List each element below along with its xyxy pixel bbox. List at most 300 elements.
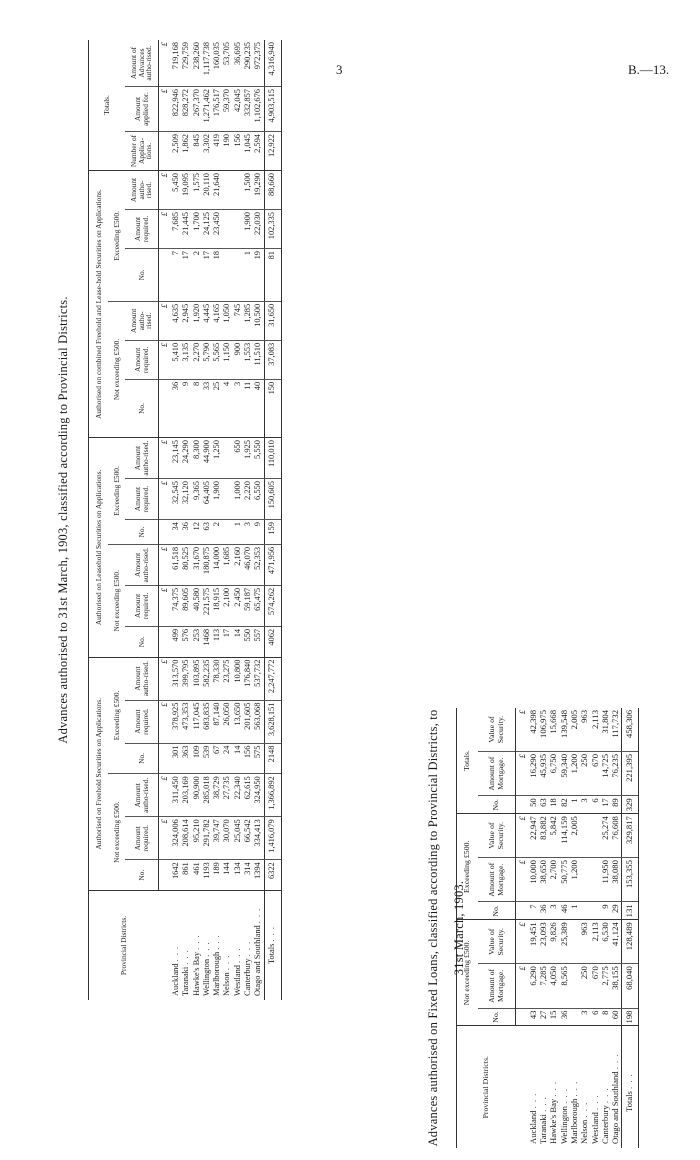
table-cell: 15,668 (549, 708, 559, 751)
table-row (559, 708, 569, 1148)
table-cell: 2,005 (569, 814, 579, 858)
table2-title: Advances authorised on Fixed Loans, classified according to Provincial Districts, to 31st March, 1903. (426, 709, 466, 1147)
totals-cell (264, 891, 281, 1001)
table-cell: 563,068 (253, 700, 264, 743)
unit-symbol: £ (159, 340, 172, 379)
table-row (569, 708, 579, 1148)
table-cell: 95,210 (192, 817, 202, 860)
table-cell: 25 (212, 379, 222, 437)
table-cell: 2,160 (233, 544, 243, 585)
h-number-applications: Number of Applica-tions. (125, 132, 159, 171)
table-cell: 63 (202, 520, 212, 545)
h-no: No. (478, 796, 516, 814)
district-label: Taranaki (181, 966, 191, 996)
totals-value: 329,817 (621, 814, 638, 858)
table-cell: 290,235 (243, 40, 253, 87)
table-row (549, 708, 559, 1148)
table-cell: 76,235 (610, 751, 621, 795)
table-cell: 324,006 (171, 817, 181, 860)
table-cell: 176,840 (243, 657, 253, 700)
table-cell: 40 (253, 379, 264, 437)
table-cell: 117,732 (610, 708, 621, 751)
table-cell: 10,500 (253, 301, 264, 340)
unit-symbol: £ (159, 301, 172, 340)
table-cell: 176,517 (212, 87, 222, 132)
h-amount-authorised: Amount autho-rised. (125, 171, 159, 210)
table-cell: 31,804 (600, 708, 610, 751)
table-cell: 1,200 (569, 751, 579, 795)
table-cell (233, 171, 243, 210)
table-cell: 52,353 (253, 544, 264, 585)
fixed-loans-table-block (420, 708, 639, 1148)
table-cell: 2,594 (253, 132, 264, 171)
leasehold-not-exceeding: Not exceeding £500. (108, 544, 125, 657)
table-cell: 900 (233, 340, 243, 379)
table-cell: 4 (222, 379, 232, 437)
table-cell: 1,553 (243, 340, 253, 379)
district-name (243, 891, 253, 1001)
table-cell: 29 (610, 902, 621, 920)
table-cell: 11,510 (253, 340, 264, 379)
table-cell: 745 (233, 301, 243, 340)
totals-value: 88,660 (264, 171, 281, 210)
table-cell: 1,920 (192, 301, 202, 340)
units-spacer (516, 796, 529, 814)
leasehold-exceeding: Exceeding £500. (108, 438, 125, 545)
table-cell (569, 1008, 579, 1026)
table-cell: 160,035 (212, 40, 222, 87)
totals-value: 2,247,772 (264, 657, 281, 700)
table-cell: 7,685 (171, 210, 181, 249)
table-cell: 4,635 (171, 301, 181, 340)
table-cell: 683,835 (202, 700, 212, 743)
page-number: 3 (336, 62, 343, 77)
table-cell: 27 (538, 1008, 548, 1026)
totals-value: 4,316,940 (264, 40, 281, 87)
table-cell (222, 249, 232, 302)
leader-dots: . . . (599, 1087, 610, 1104)
table-cell: 33 (202, 379, 212, 437)
table-row (202, 40, 212, 1000)
table-cell: 9 (253, 520, 264, 545)
table-cell: 39,747 (212, 817, 222, 860)
district-label: Auckland (170, 963, 180, 996)
district-label: Otago and Southland (253, 925, 263, 996)
table-cell: 61,518 (171, 544, 181, 585)
table-cell: 32,120 (181, 479, 191, 520)
district-label: Hawke's Bay (548, 1098, 559, 1144)
table-cell: 18 (212, 249, 222, 302)
table-cell: 5,410 (171, 340, 181, 379)
table-cell: 1,250 (212, 438, 222, 479)
district-label: Westland (232, 965, 242, 996)
h-amount-mortgage: Amount of Mortgage. (478, 751, 516, 795)
table-cell: 267,370 (192, 87, 202, 132)
units-spacer (516, 902, 529, 920)
h-amount-mortgage: Amount of Mortgage. (478, 964, 516, 1008)
table-cell: 2,113 (590, 920, 600, 964)
table-cell: 19 (253, 249, 264, 302)
table-cell: 3,135 (181, 340, 191, 379)
h-amount-required: Amount required. (125, 817, 159, 860)
leader-dots: . . . (191, 934, 201, 950)
table-cell: 1,900 (212, 479, 222, 520)
district-label: Nelson (579, 1119, 590, 1144)
table-cell: 38,080 (610, 858, 621, 902)
table-cell: 203,169 (181, 774, 191, 817)
units-spacer (516, 1026, 529, 1148)
totals-row (264, 40, 281, 1000)
totals-value: 471,956 (264, 544, 281, 585)
table-cell: 363 (181, 743, 191, 774)
table-cell: 253 (192, 626, 202, 657)
table-cell: 18 (549, 796, 559, 814)
table-cell (579, 858, 589, 902)
table-cell: 42,045 (233, 87, 243, 132)
table-cell: 17 (181, 249, 191, 302)
table-cell: 89,605 (181, 585, 191, 626)
table-cell: 5,790 (202, 340, 212, 379)
table-cell: 50 (528, 796, 538, 814)
table-cell: 576 (181, 626, 191, 657)
district-label: Wellington (201, 958, 211, 996)
table-cell: 729,759 (181, 40, 191, 87)
totals-value: 102,335 (264, 210, 281, 249)
district-name (222, 891, 232, 1001)
group-combined: Authorised on combined Freehold and Lease-hold Securities on Applications. (89, 171, 109, 438)
table-cell: 103,895 (192, 657, 202, 700)
table-cell: 828,272 (181, 87, 191, 132)
table-cell: 22,947 (528, 814, 538, 858)
table-cell: 8 (192, 379, 202, 437)
district-name (233, 891, 243, 1001)
table-cell: 13,650 (233, 700, 243, 743)
totals-value: 12,922 (264, 132, 281, 171)
table-cell: 53,705 (222, 40, 232, 87)
table-cell: 1 (569, 796, 579, 814)
table-cell: 9 (181, 379, 191, 437)
table-cell: 845 (192, 132, 202, 171)
unit-symbol: £ (516, 708, 529, 751)
district-name (600, 1026, 610, 1148)
district-name (559, 1026, 569, 1148)
table-cell: 21,640 (212, 171, 222, 210)
unit-symbol: £ (159, 700, 172, 743)
leader-dots: . . . (589, 1094, 600, 1111)
table-cell: 399,795 (181, 657, 191, 700)
group-not-exceeding: Not exceeding £500. (457, 920, 479, 1026)
h-no: No. (125, 520, 159, 545)
leader-dots: . . . (181, 949, 191, 965)
table-cell: 1,050 (222, 301, 232, 340)
district-name (528, 1026, 538, 1148)
table-cell: 861 (181, 860, 191, 891)
table-cell: 6 (590, 796, 600, 814)
totals-value: 37,083 (264, 340, 281, 379)
table-cell: 14 (233, 743, 243, 774)
totals-value: 2148 (264, 743, 281, 774)
table-cell: 2,270 (192, 340, 202, 379)
table-cell: 8,565 (559, 964, 569, 1008)
table-cell: 1394 (253, 860, 264, 891)
table-cell: 34 (171, 520, 181, 545)
table-cell: 11,950 (600, 858, 610, 902)
h-amount-required: Amount required. (125, 340, 159, 379)
table-cell (233, 210, 243, 249)
table-cell: 89 (610, 796, 621, 814)
table-cell (222, 210, 232, 249)
table-cell: 59,187 (243, 585, 253, 626)
table-cell: 1,000 (233, 479, 243, 520)
units-spacer (159, 520, 172, 545)
leader-dots: . . . (527, 1092, 538, 1109)
table-cell: 36 (171, 379, 181, 437)
table-cell: 285,018 (202, 774, 212, 817)
h-amount-authorised: Amount autho-rised. (125, 438, 159, 479)
table-cell: 1,685 (222, 544, 232, 585)
table-cell: 1,200 (569, 858, 579, 902)
table-cell: 2,113 (590, 708, 600, 751)
unit-symbol: £ (516, 751, 529, 795)
table-cell: 36,695 (233, 40, 243, 87)
district-label: Canterbury (599, 1105, 610, 1144)
unit-symbol: £ (516, 964, 529, 1008)
table-cell: 43 (528, 1008, 538, 1026)
table-cell (222, 479, 232, 520)
table-cell: 291,782 (202, 817, 212, 860)
table-cell: 575 (253, 743, 264, 774)
district-label: Marlborough (212, 951, 222, 996)
table-cell: 50,775 (559, 858, 569, 902)
totals-value: 198 (621, 1008, 638, 1026)
table-row (600, 708, 610, 1148)
h-no: No. (125, 379, 159, 437)
table-cell: 2,100 (222, 585, 232, 626)
table-cell: 334,413 (253, 817, 264, 860)
table-row (538, 708, 548, 1148)
leader-dots: . . . (558, 1088, 569, 1104)
table-cell: 12 (192, 520, 202, 545)
table-cell: 5,550 (253, 438, 264, 479)
table-cell: 378,925 (171, 700, 181, 743)
district-name (253, 891, 264, 1001)
table-cell: 17 (600, 796, 610, 814)
district-label: Auckland (527, 1110, 538, 1144)
table-cell: 1,700 (192, 210, 202, 249)
table-cell: 5,565 (212, 340, 222, 379)
table-cell: 9,365 (192, 479, 202, 520)
table-cell: 3 (549, 902, 559, 920)
table-cell: 156 (233, 132, 243, 171)
totals-label: Totals (267, 943, 277, 964)
table-cell: 201,605 (243, 700, 253, 743)
table-cell: 2,509 (171, 132, 181, 171)
leader-dots: . . . (201, 941, 211, 957)
district-name (202, 891, 212, 1001)
table-cell: 1,102,676 (253, 87, 264, 132)
table-cell: 144 (222, 860, 232, 891)
table-cell: 59,370 (222, 87, 232, 132)
table-cell: 90,900 (192, 774, 202, 817)
totals-value: 4062 (264, 626, 281, 657)
table-cell: 1,925 (243, 438, 253, 479)
table-cell: 2,945 (181, 301, 191, 340)
leader-dots: . . . (243, 940, 253, 957)
table-cell: 11 (243, 379, 253, 437)
leader-dots: . . . (538, 1096, 549, 1112)
totals-value: 128,489 (621, 920, 638, 964)
district-name (590, 1026, 600, 1148)
table-cell: 822,946 (171, 87, 181, 132)
table-row (590, 708, 600, 1148)
totals-value: 3,628,151 (264, 700, 281, 743)
table-cell: 36 (559, 1008, 569, 1026)
table-cell: 44,900 (202, 438, 212, 479)
leader-dots: . . . (212, 934, 222, 950)
unit-symbol: £ (516, 858, 529, 902)
units-spacer (159, 626, 172, 657)
table-cell: 6,550 (253, 479, 264, 520)
table-cell: 25,389 (559, 920, 569, 964)
table-cell: 31,670 (192, 544, 202, 585)
table-cell: 208,614 (181, 817, 191, 860)
table-cell: 5,450 (171, 171, 181, 210)
table-cell: 27,735 (222, 774, 232, 817)
table-cell: 1,271,462 (202, 87, 212, 132)
table-cell: 1,045 (243, 132, 253, 171)
table-cell: 1,500 (243, 171, 253, 210)
table-cell: 473,353 (181, 700, 191, 743)
table-cell (590, 814, 600, 858)
combined-exceeding: Exceeding £500. (108, 171, 125, 302)
table-cell: 1,575 (192, 171, 202, 210)
table-cell: 537,732 (253, 657, 264, 700)
unit-symbol: £ (159, 774, 172, 817)
totals-value: 458,306 (621, 708, 638, 751)
totals-value: 221,395 (621, 751, 638, 795)
h-value-security: Value of Security. (478, 920, 516, 964)
table-cell: 6,750 (549, 751, 559, 795)
table-cell: 25,045 (233, 817, 243, 860)
district-label: Westland (589, 1112, 600, 1144)
table-cell: 7,285 (538, 964, 548, 1008)
table-cell: 10,000 (528, 858, 538, 902)
table-row (171, 40, 181, 1000)
table-cell: 332,857 (243, 87, 253, 132)
district-label: Marlborough (569, 1098, 580, 1144)
table-cell: 2,450 (233, 585, 243, 626)
group-totals: Totals. (89, 40, 126, 171)
totals-cell (621, 1026, 638, 1148)
totals-label: Totals (624, 1091, 635, 1112)
table-cell: 87,140 (212, 700, 222, 743)
table-cell (222, 520, 232, 545)
h-amount-authorised: Amount autho-rised. (125, 301, 159, 340)
leader-dots: . . . (610, 1053, 621, 1070)
table-cell: 1642 (171, 860, 181, 891)
units-spacer (159, 379, 172, 437)
table-cell: 1,862 (181, 132, 191, 171)
combined-not-exceeding: Not exceeding £500. (108, 301, 125, 437)
totals-value: 150,605 (264, 479, 281, 520)
leader-dots: . . . (579, 1101, 590, 1118)
unit-symbol: £ (516, 814, 529, 858)
table-cell: 2,220 (243, 479, 253, 520)
table-cell: 7 (171, 249, 181, 302)
table-cell: 23,275 (222, 657, 232, 700)
table-cell: 25,274 (600, 814, 610, 858)
table-cell: 1468 (202, 626, 212, 657)
table-cell: 20,110 (202, 171, 212, 210)
table-cell: 42,398 (528, 708, 538, 751)
table-cell: 14,000 (212, 544, 222, 585)
unit-symbol: £ (159, 657, 172, 700)
h-no: No. (478, 902, 516, 920)
advances-table (88, 40, 282, 1000)
group-totals: Totals. (457, 708, 479, 814)
table-cell: 1,285 (243, 301, 253, 340)
leader-dots: . . . (548, 1080, 559, 1097)
table-cell: 419 (212, 132, 222, 171)
table-row (579, 708, 589, 1148)
h-no: No. (125, 626, 159, 657)
totals-value: 81 (264, 249, 281, 302)
units-row (516, 708, 529, 1148)
table-cell: 1,900 (243, 210, 253, 249)
table-cell: 64,405 (202, 479, 212, 520)
table-cell (590, 902, 600, 920)
table-cell: 117,045 (192, 700, 202, 743)
units-spacer (516, 1008, 529, 1026)
district-name (569, 1026, 579, 1148)
table-row (212, 40, 222, 1000)
table-cell (579, 902, 589, 920)
table-cell: 134 (233, 860, 243, 891)
h-amount-authorised: Amount autho-rised. (125, 774, 159, 817)
table-cell: 4,445 (202, 301, 212, 340)
table-cell: 719,168 (171, 40, 181, 87)
unit-symbol: £ (159, 87, 172, 132)
table-cell: 36 (538, 902, 548, 920)
totals-value: 159 (264, 520, 281, 545)
table-cell: 557 (253, 626, 264, 657)
table-cell: 65,475 (253, 585, 264, 626)
leader-dots: . . . (222, 954, 232, 971)
table-cell: 22,030 (253, 210, 264, 249)
table-cell: 670 (590, 751, 600, 795)
h-amount-authorised: Amount autho-rised. (125, 657, 159, 700)
units-spacer (159, 249, 172, 302)
leader-dots: . . . (253, 907, 263, 924)
table-cell (222, 438, 232, 479)
h-amount-required: Amount required. (125, 585, 159, 626)
table-cell: 1 (243, 249, 253, 302)
table-cell: 23,093 (538, 920, 548, 964)
group-leasehold: Authorised on Leasehold Securities on Applications. (89, 438, 109, 657)
table-cell: 32,545 (171, 479, 181, 520)
table-cell: 313,570 (171, 657, 181, 700)
h-amount-required: Amount required. (125, 479, 159, 520)
unit-symbol: £ (159, 171, 172, 210)
table-row (192, 40, 202, 1000)
district-label: Taranaki (538, 1114, 549, 1144)
table-cell: 10,800 (233, 657, 243, 700)
document-reference: B.—13. (628, 62, 670, 77)
table-cell: 46 (559, 902, 569, 920)
totals-value: 131 (621, 902, 638, 920)
table-cell: 23,450 (212, 210, 222, 249)
table-cell (579, 814, 589, 858)
